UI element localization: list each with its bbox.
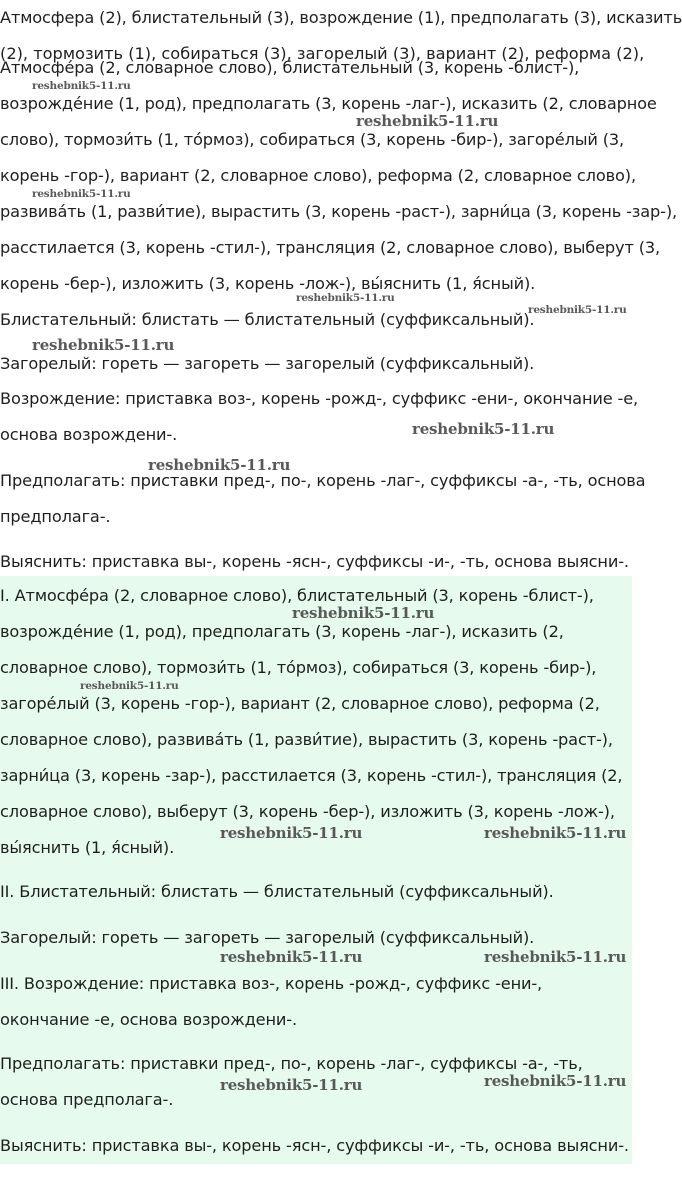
s2-line-7: словарное слово), выберут (3, корень -бер-), изложить (3, корень -лож-), <box>0 802 615 821</box>
watermark: reshebnik5-11.ru <box>80 680 179 692</box>
s2-line-5: словарное слово), развива́ть (1, разви́тие), вырастить (3, корень -раст-), <box>0 730 613 749</box>
s2-line-15: Выяснить: приставка вы-, корень -ясн-, суффиксы -и-, -ть, основа выясни-. <box>0 1136 629 1155</box>
s2-line-2: возрожде́ние (1, род), предполагать (3, корень -лаг-), исказить (2, <box>0 622 564 641</box>
s1-line-3: слово), тормози́ть (1, то́рмоз), собираться (3, корень -бир-), загоре́лый (3, <box>0 130 625 149</box>
s2-line-13: Предполагать: приставки пред-, по-, корень -лаг-, суффиксы -а-, -ть, <box>0 1054 583 1073</box>
watermark: reshebnik5-11.ru <box>412 420 555 438</box>
s1-line-6: расстилается (3, корень -стил-), трансляция (2, словарное слово), выберут (3, <box>0 238 661 257</box>
s1-line-2: возрожде́ние (1, род), предполагать (3, корень -лаг-), исказить (2, словарное <box>0 94 657 113</box>
header-clipped-line: (2), тормозить (1), собираться (3), загорелый (3), вариант (2), реформа (2), <box>0 44 645 63</box>
s1-line-13: предполага-. <box>0 507 111 526</box>
s2-line-6: зарни́ца (3, корень -зар-), расстилается (3, корень -стил-), трансляция (2, <box>0 766 623 785</box>
watermark: reshebnik5-11.ru <box>220 824 363 842</box>
s1-line-5: развива́ть (1, разви́тие), вырастить (3, корень -раст-), зарни́ца (3, корень -зар-), <box>0 202 677 221</box>
s1-line-4: корень -гор-), вариант (2, словарное слово), реформа (2, словарное слово), <box>0 166 636 185</box>
s2-line-12: окончание -е, основа возрождени-. <box>0 1010 297 1029</box>
s1-line-14: Выяснить: приставка вы-, корень -ясн-, суффиксы -и-, -ть, основа выясни-. <box>0 552 629 571</box>
s1-line-8: Блистательный: блистать — блистательный (суффиксальный). <box>0 310 535 329</box>
s2-line-8: вы́яснить (1, я́сный). <box>0 838 175 857</box>
watermark: reshebnik5-11.ru <box>148 456 291 474</box>
watermark: reshebnik5-11.ru <box>296 292 395 304</box>
s1-line-9: Загорелый: гореть — загореть — загорелый (суффиксальный). <box>0 354 535 373</box>
s1-line-1: Атмосфе́ра (2, словарное слово), блистательный (3, корень -блист-), <box>0 58 580 77</box>
watermark: reshebnik5-11.ru <box>32 80 131 92</box>
s1-line-7: корень -бер-), изложить (3, корень -лож-), вы́яснить (1, я́сный). <box>0 274 536 293</box>
s2-line-10: Загорелый: гореть — загореть — загорелый (суффиксальный). <box>0 928 535 947</box>
s2-line-1: I. Атмосфе́ра (2, словарное слово), блистательный (3, корень -блист-), <box>0 586 594 605</box>
watermark: reshebnik5-11.ru <box>220 1076 363 1094</box>
header-line: Атмосфера (2), блистательный (3), возрождение (1), предполагать (3), исказить <box>0 8 682 27</box>
s2-line-3: словарное слово), тормози́ть (1, то́рмоз), собираться (3, корень -бир-), <box>0 658 597 677</box>
s2-line-11: III. Возрождение: приставка воз-, корень -рожд-, суффикс -ени-, <box>0 974 543 993</box>
s2-line-4: загоре́лый (3, корень -гор-), вариант (2, словарное слово), реформа (2, <box>0 694 600 713</box>
watermark: reshebnik5-11.ru <box>220 948 363 966</box>
s1-line-11: основа возрождени-. <box>0 425 178 444</box>
watermark: reshebnik5-11.ru <box>32 336 175 354</box>
s1-line-12: Предполагать: приставки пред-, по-, корень -лаг-, суффиксы -а-, -ть, основа <box>0 471 646 490</box>
watermark: reshebnik5-11.ru <box>484 1072 627 1090</box>
s2-line-14: основа предполага-. <box>0 1090 174 1109</box>
watermark: reshebnik5-11.ru <box>356 112 499 130</box>
watermark: reshebnik5-11.ru <box>484 948 627 966</box>
watermark: reshebnik5-11.ru <box>528 304 627 316</box>
watermark: reshebnik5-11.ru <box>292 604 435 622</box>
watermark: reshebnik5-11.ru <box>32 188 131 200</box>
s2-line-9: II. Блистательный: блистать — блистательный (суффиксальный). <box>0 882 554 901</box>
s1-line-10: Возрождение: приставка воз-, корень -рожд-, суффикс -ени-, окончание -е, <box>0 389 639 408</box>
watermark: reshebnik5-11.ru <box>484 824 627 842</box>
